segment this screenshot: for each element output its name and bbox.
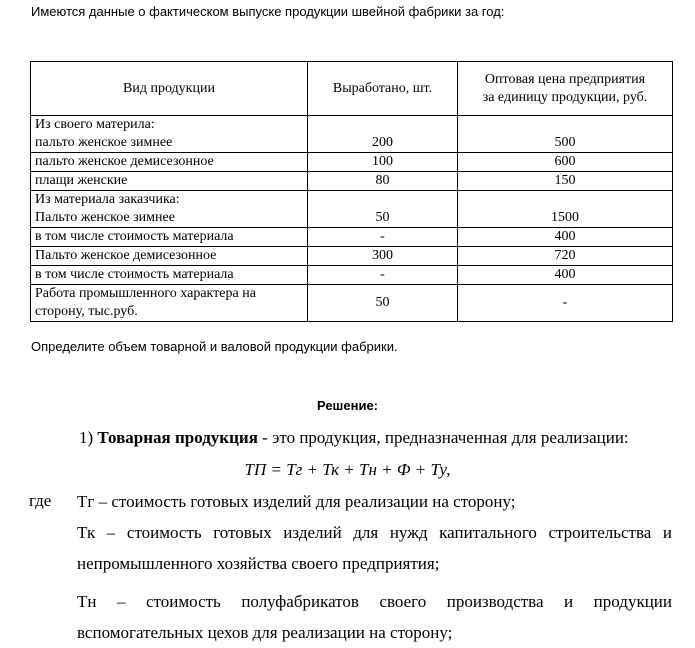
header-produced: Выработано, шт. bbox=[308, 62, 458, 116]
row-name: в том числе стоимость материала bbox=[31, 228, 308, 247]
definition-tn: Тн – стоимость полуфабрикатов своего производства и продукции вспомогательных цехов для реализации на сторону; bbox=[77, 592, 672, 642]
row-name: плащи женские bbox=[31, 172, 308, 191]
row-qty: 50 bbox=[308, 285, 458, 322]
production-table bbox=[30, 61, 673, 322]
table-row bbox=[31, 172, 673, 191]
row-qty: 100 bbox=[308, 153, 458, 172]
definition-tg: Тг – стоимость готовых изделий для реализации на сторону; bbox=[77, 492, 516, 511]
header-price-line2: за единицу продукции, руб. bbox=[482, 89, 648, 105]
solution-heading: Решение: bbox=[316, 398, 379, 413]
row-price: 720 bbox=[458, 247, 673, 266]
table-row bbox=[31, 228, 673, 247]
row-qty: 80 bbox=[308, 172, 458, 191]
row-name bbox=[31, 191, 308, 228]
row-qty: - bbox=[308, 266, 458, 285]
table-row bbox=[31, 116, 673, 153]
table-row bbox=[31, 285, 673, 322]
row-name: пальто женское демисезонное bbox=[31, 153, 308, 172]
intro-text: Имеются данные о фактическом выпуске продукции швейной фабрики за год: bbox=[31, 4, 505, 19]
row-name-line1: Работа промышленного характера на bbox=[35, 286, 256, 301]
row-qty: 200 bbox=[308, 116, 458, 153]
row-name-line1: Из материала заказчика: bbox=[35, 192, 180, 207]
table-row bbox=[31, 153, 673, 172]
term-bold: Товарная продукция bbox=[97, 428, 258, 447]
row-name bbox=[31, 285, 308, 322]
row-name-line2: Пальто женское зимнее bbox=[35, 210, 175, 225]
task-text: Определите объем товарной и валовой продукции фабрики. bbox=[31, 339, 398, 354]
row-price: 400 bbox=[458, 228, 673, 247]
row-price: 500 bbox=[458, 116, 673, 153]
solution-item-1 bbox=[79, 428, 629, 448]
table-row bbox=[31, 247, 673, 266]
row-price: 400 bbox=[458, 266, 673, 285]
table-row bbox=[31, 191, 673, 228]
term-rest: - это продукция, предназначенная для реализации: bbox=[257, 428, 629, 447]
header-price bbox=[458, 62, 673, 116]
formula: ТП = Тг + Тк + Тн + Ф + Ту, bbox=[244, 460, 451, 479]
row-name-line2: сторону, тыс.руб. bbox=[35, 304, 138, 319]
row-qty: - bbox=[308, 228, 458, 247]
row-price: 1500 bbox=[458, 191, 673, 228]
where-label: где bbox=[29, 491, 52, 510]
row-qty: 300 bbox=[308, 247, 458, 266]
header-price-line1: Оптовая цена предприятия bbox=[484, 71, 646, 87]
table-header-row bbox=[31, 62, 673, 116]
row-price: 600 bbox=[458, 153, 673, 172]
row-name bbox=[31, 116, 308, 153]
row-price: - bbox=[458, 285, 673, 322]
row-qty: 50 bbox=[308, 191, 458, 228]
row-name: в том числе стоимость материала bbox=[31, 266, 308, 285]
row-price: 150 bbox=[458, 172, 673, 191]
row-name-line1: Из своего материла: bbox=[35, 117, 155, 132]
row-name-line2: пальто женское зимнее bbox=[35, 135, 173, 150]
row-name: Пальто женское демисезонное bbox=[31, 247, 308, 266]
item-number: 1) bbox=[79, 428, 94, 447]
header-product: Вид продукции bbox=[31, 62, 308, 116]
definition-tk: Тк – стоимость готовых изделий для нужд капитального строительства и непромышленного хозяйства своего предприятия; bbox=[77, 523, 672, 573]
table-row bbox=[31, 266, 673, 285]
